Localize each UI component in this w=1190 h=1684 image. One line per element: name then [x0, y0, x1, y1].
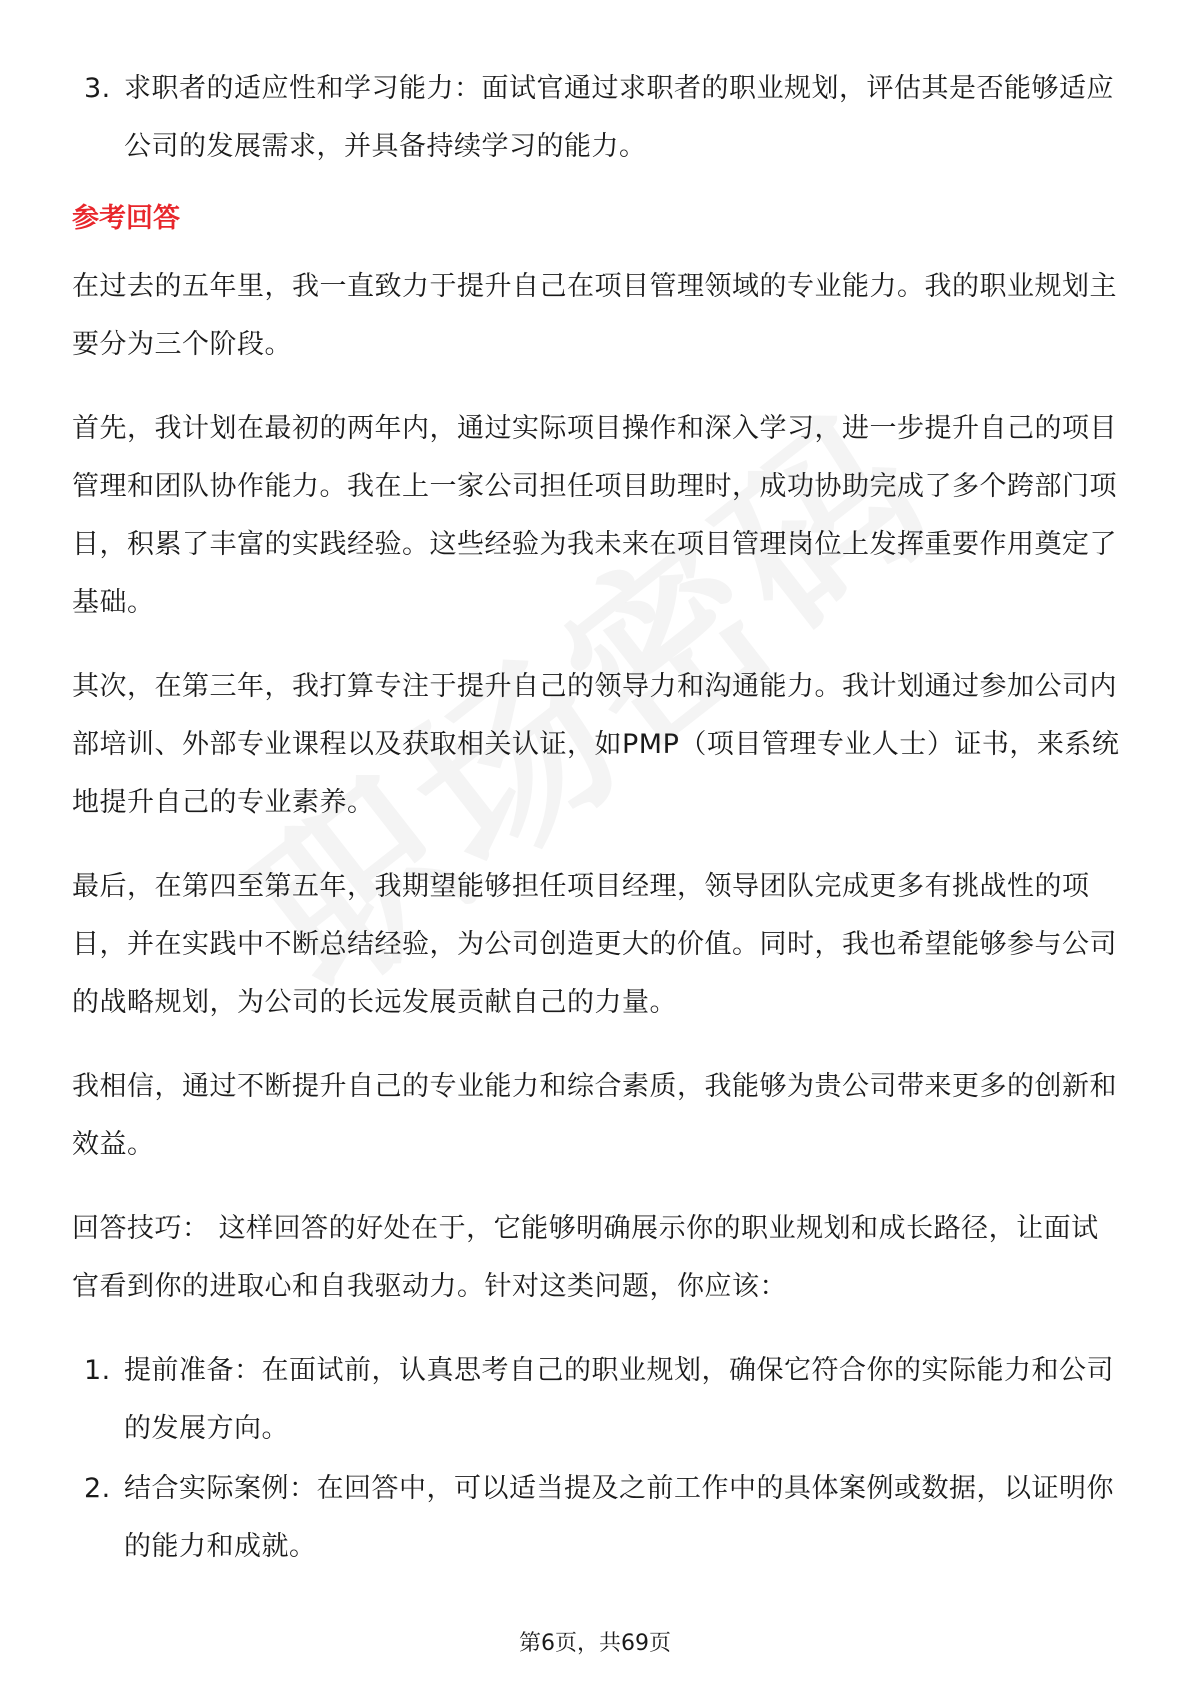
list-item-number: 3. — [84, 73, 111, 104]
list-item — [72, 60, 1124, 176]
list-item-text: 提前准备：在面试前，认真思考自己的职业规划，确保它符合你的实际能力和公司的发展方向。 — [124, 1355, 1114, 1444]
page-footer: 第6页，共69页 — [519, 1631, 671, 1656]
answer-paragraph: 在过去的五年里，我一直致力于提升自己在项目管理领域的专业能力。我的职业规划主要分为三个阶段。 — [72, 271, 1117, 360]
answer-paragraph: 首先，我计划在最初的两年内，通过实际项目操作和深入学习，进一步提升自己的项目管理和团队协作能力。我在上一家公司担任项目助理时，成功协助完成了多个跨部门项目，积累了丰富的实践经验。这些经验为我未来在项目管理岗位上发挥重要作用奠定了基础。 — [72, 413, 1117, 618]
page-content — [72, 60, 1124, 1578]
list-item-number: 1. — [84, 1355, 111, 1386]
list-item-number: 2. — [84, 1473, 111, 1504]
tips-intro-paragraph: 回答技巧： 这样回答的好处在于，它能够明确展示你的职业规划和成长路径，让面试官看到你的进取心和自我驱动力。针对这类问题，你应该： — [72, 1213, 1099, 1302]
answer-paragraph: 最后，在第四至第五年，我期望能够担任项目经理，领导团队完成更多有挑战性的项目，并在实践中不断总结经验，为公司创造更大的价值。同时，我也希望能够参与公司的战略规划，为公司的长远发展贡献自己的力量。 — [72, 871, 1117, 1018]
answer-paragraph: 其次，在第三年，我打算专注于提升自己的领导力和沟通能力。我计划通过参加公司内部培训、外部专业课程以及获取相关认证，如PMP（项目管理专业人士）证书，来系统地提升自己的专业素养。 — [72, 671, 1120, 818]
list-item — [72, 1342, 1124, 1458]
list-item — [72, 1460, 1124, 1576]
list-item-text: 求职者的适应性和学习能力：面试官通过求职者的职业规划，评估其是否能够适应公司的发展需求，并具备持续学习的能力。 — [124, 73, 1114, 162]
list-item-text: 结合实际案例：在回答中，可以适当提及之前工作中的具体案例或数据，以证明你的能力和成就。 — [124, 1473, 1114, 1562]
section-heading: 参考回答 — [72, 203, 180, 234]
answer-paragraph: 我相信，通过不断提升自己的专业能力和综合素质，我能够为贵公司带来更多的创新和效益。 — [72, 1071, 1117, 1160]
tips-list — [72, 1342, 1124, 1576]
criteria-list — [72, 60, 1124, 176]
